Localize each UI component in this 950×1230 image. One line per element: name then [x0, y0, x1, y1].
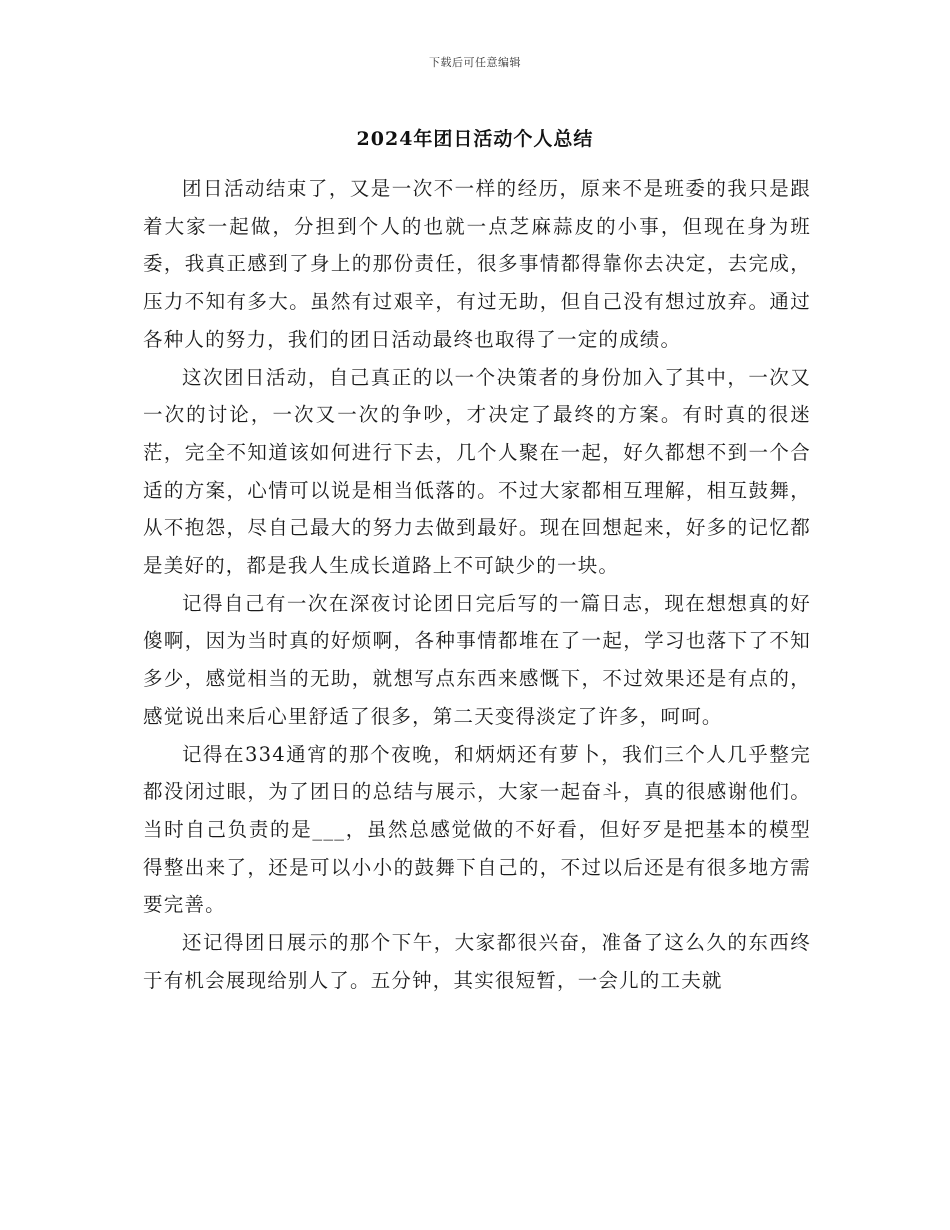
- paragraph-2: 这次团日活动，自己真正的以一个决策者的身份加入了其中，一次又一次的讨论，一次又一次的争吵，才决定了最终的方案。有时真的很迷茫，完全不知道该如何进行下去，几个人聚在一起，好久都想不到一个合适的方案，心情可以说是相当低落的。不过大家都相互理解，相互鼓舞，从不抱怨，尽自己最大的努力去做到最好。现在回想起来，好多的记忆都是美好的，都是我人生成长道路上不可缺少的一块。: [143, 365, 811, 578]
- paragraph-1: 团日活动结束了，又是一次不一样的经历，原来不是班委的我只是跟着大家一起做，分担到个人的也就一点芝麻蒜皮的小事，但现在身为班委，我真正感到了身上的那份责任，很多事情都得靠你去决定，去完成，压力不知有多大。虽然有过艰辛，有过无助，但自己没有想过放弃。通过各种人的努力，我们的团日活动最终也取得了一定的成绩。: [143, 177, 811, 351]
- paragraph-4: 记得在334通宵的那个夜晚，和炳炳还有萝卜，我们三个人几乎整完都没闭过眼，为了团日的总结与展示，大家一起奋斗，真的很感谢他们。当时自己负责的是___，虽然总感觉做的不好看，但好歹是把基本的模型得整出来了，还是可以小小的鼓舞下自己的，不过以后还是有很多地方需要完善。: [143, 742, 811, 917]
- paragraph-5: 还记得团日展示的那个下午，大家都很兴奋，准备了这么久的东西终于有机会展现给别人了。五分钟，其实很短暂，一会儿的工夫就: [143, 931, 811, 992]
- document-title: 2024年团日活动个人总结: [356, 128, 594, 150]
- document-body: [143, 170, 811, 999]
- paragraph-3: 记得自己有一次在深夜讨论团日完后写的一篇日志，现在想想真的好傻啊，因为当时真的好烦啊，各种事情都堆在了一起，学习也落下了不知多少，感觉相当的无助，就想写点东西来感慨下，不过效果还是有点的，感觉说出来后心里舒适了很多，第二天变得淡定了许多，呵呵。: [143, 591, 811, 728]
- page-header: 下载后可任意编辑: [429, 56, 521, 69]
